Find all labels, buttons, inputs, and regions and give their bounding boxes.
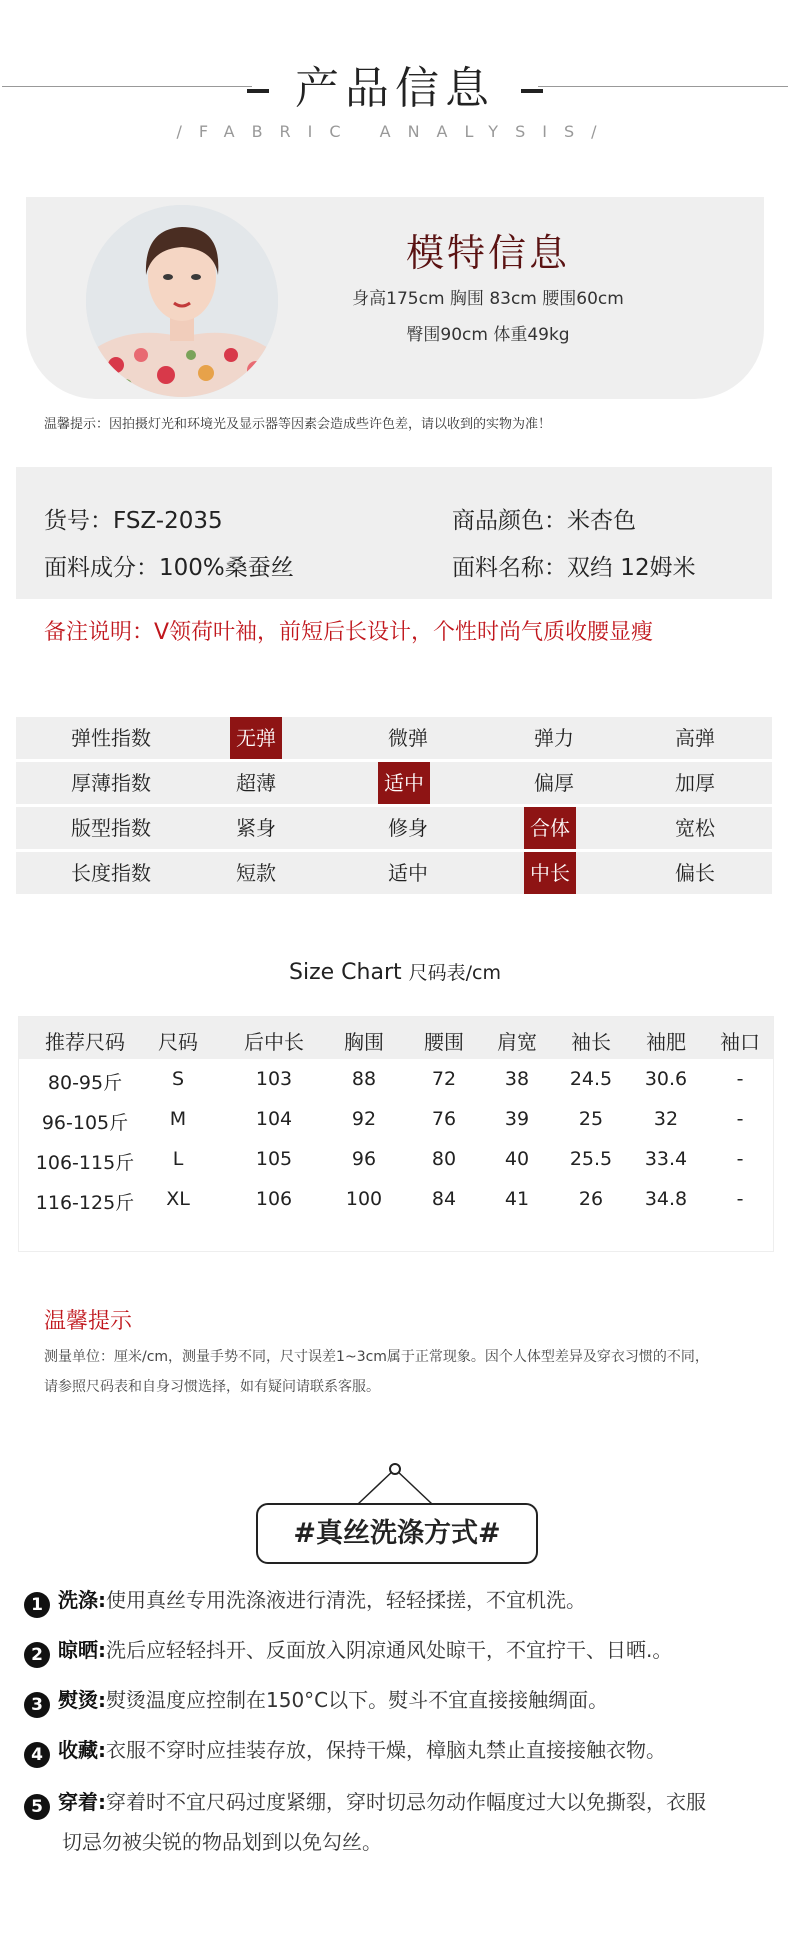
index-row-fit — [16, 807, 772, 849]
size-chart-cell: 116-125斤 — [35, 1192, 135, 1214]
page-title — [0, 52, 790, 116]
index-option: 加厚 — [675, 771, 715, 795]
product-composition: 面料成分：100%桑蚕丝 — [44, 555, 294, 581]
size-chart-cell: 39 — [504, 1108, 530, 1130]
wash-item-text: 洗后应轻轻抖开、反面放入阴凉通风处晾干，不宜拧干、日晒.。 — [106, 1638, 673, 1662]
wash-item-text: 熨烫温度应控制在150°C以下。熨斗不宜直接接触绸面。 — [106, 1688, 609, 1712]
size-chart-cell: 24.5 — [569, 1068, 613, 1090]
size-chart-header-cell: 肩宽 — [497, 1030, 537, 1054]
size-chart-cell: 41 — [504, 1188, 530, 1210]
number-badge: 4 — [24, 1742, 50, 1768]
size-chart-cell: S — [171, 1068, 185, 1090]
number-badge: 3 — [24, 1692, 50, 1718]
index-option: 无弹 — [230, 717, 282, 759]
size-chart-cell: 40 — [504, 1148, 530, 1170]
wash-item-5-continued: 切忌勿被尖锐的物品划到以免勾丝。 — [62, 1830, 382, 1854]
product-color: 商品颜色：米杏色 — [452, 508, 636, 534]
title-text: 产品信息 — [295, 63, 495, 114]
size-chart-cell: 30.6 — [644, 1068, 688, 1090]
number-badge: 5 — [24, 1794, 50, 1820]
wash-item-1 — [24, 1584, 586, 1618]
size-chart-cell: - — [736, 1148, 744, 1170]
size-chart-cell: 92 — [351, 1108, 377, 1130]
size-chart-header-cell: 尺码 — [158, 1030, 198, 1054]
model-avatar — [86, 205, 278, 397]
size-chart-cell: L — [172, 1148, 184, 1170]
index-option: 合体 — [524, 807, 576, 849]
index-row-length — [16, 852, 772, 894]
size-chart-header-cell: 推荐尺码 — [45, 1030, 125, 1054]
size-chart-title-en: Size Chart — [289, 960, 402, 985]
index-option: 微弹 — [388, 726, 428, 750]
product-note: 备注说明：V领荷叶袖，前短后长设计，个性时尚气质收腰显瘦 — [44, 620, 654, 645]
index-option: 超薄 — [236, 771, 276, 795]
index-option: 宽松 — [675, 816, 715, 840]
index-option: 高弹 — [675, 726, 715, 750]
index-option: 适中 — [388, 861, 428, 885]
number-badge: 2 — [24, 1642, 50, 1668]
index-option: 紧身 — [236, 816, 276, 840]
wash-item-text: 使用真丝专用洗涤液进行清洗，轻轻揉搓，不宜机洗。 — [106, 1588, 586, 1612]
size-chart-cell: 72 — [431, 1068, 457, 1090]
size-chart-cell: 38 — [504, 1068, 530, 1090]
size-chart-cell: 80 — [431, 1148, 457, 1170]
number-badge: 1 — [24, 1592, 50, 1618]
title-dash-left — [247, 89, 269, 93]
size-chart-cell: - — [736, 1188, 744, 1210]
wash-item-text: 穿着时不宜尺码过度紧绷，穿时切忌勿动作幅度过大以免撕裂，衣服 — [106, 1790, 706, 1814]
color-difference-tip: 温馨提示：因拍摄灯光和环境光及显示器等因素会造成些许色差，请以收到的实物为准！ — [44, 417, 552, 432]
size-chart-cell: 25.5 — [569, 1148, 613, 1170]
index-row-elasticity — [16, 717, 772, 759]
page-subtitle: /FABRIC ANALYSIS/ — [176, 122, 614, 141]
size-chart-header-cell: 袖口 — [720, 1030, 760, 1054]
wash-item-3 — [24, 1684, 608, 1718]
index-row-thickness — [16, 762, 772, 804]
index-label: 厚薄指数 — [71, 771, 151, 795]
model-info-title: 模特信息 — [405, 231, 570, 275]
size-chart-cell: XL — [166, 1188, 190, 1210]
size-chart-title-cn: 尺码表/cm — [408, 962, 501, 984]
size-chart-cell: - — [736, 1068, 744, 1090]
wash-item-key: 熨烫: — [58, 1688, 106, 1712]
size-chart-header-cell: 胸围 — [344, 1030, 384, 1054]
size-chart-cell: 76 — [431, 1108, 457, 1130]
size-chart-cell: 96 — [351, 1148, 377, 1170]
size-chart-cell: 106 — [255, 1188, 293, 1210]
index-option: 偏长 — [675, 861, 715, 885]
size-chart-cell: 96-105斤 — [41, 1112, 129, 1134]
warm-tips-title: 温馨提示 — [44, 1309, 133, 1334]
wash-method-title: #真丝洗涤方式# — [256, 1503, 538, 1564]
size-chart-cell: 32 — [653, 1108, 679, 1130]
product-fabric-name: 面料名称：双绉 12姆米 — [452, 555, 696, 581]
wash-item-key: 穿着: — [58, 1790, 106, 1814]
size-chart-cell: 105 — [255, 1148, 293, 1170]
warm-tips-line2: 请参照尺码表和自身习惯选择，如有疑问请联系客服。 — [44, 1379, 380, 1395]
size-chart-cell: 88 — [351, 1068, 377, 1090]
size-chart-cell: 106-115斤 — [35, 1152, 135, 1174]
product-sku: 货号：FSZ-2035 — [44, 508, 223, 534]
model-measurements-line1: 身高175cm 胸围 83cm 腰围60cm — [352, 289, 624, 309]
index-option: 适中 — [378, 762, 430, 804]
index-option: 短款 — [236, 861, 276, 885]
size-chart-cell: 84 — [431, 1188, 457, 1210]
size-chart-header-cell: 袖肥 — [646, 1030, 686, 1054]
size-chart-cell: 100 — [345, 1188, 383, 1210]
size-chart-cell: 103 — [255, 1068, 293, 1090]
size-chart-header-cell: 腰围 — [424, 1030, 464, 1054]
model-measurements-line2: 臀围90cm 体重49kg — [406, 325, 570, 345]
model-portrait-illustration — [86, 205, 278, 397]
hanger-dot — [389, 1463, 401, 1475]
index-label: 版型指数 — [71, 816, 151, 840]
size-chart-title — [0, 958, 790, 985]
index-option: 弹力 — [534, 726, 574, 750]
size-chart-cell: 80-95斤 — [47, 1072, 123, 1094]
size-chart-cell: 25 — [578, 1108, 604, 1130]
wash-item-key: 洗涤: — [58, 1588, 106, 1612]
wash-item-key: 晾晒: — [58, 1638, 106, 1662]
size-chart-cell: 26 — [578, 1188, 604, 1210]
index-option: 中长 — [524, 852, 576, 894]
wash-item-2 — [24, 1634, 672, 1668]
size-chart-cell: 34.8 — [644, 1188, 688, 1210]
size-chart-header-cell: 后中长 — [244, 1030, 304, 1054]
size-chart-cell: M — [169, 1108, 187, 1130]
wash-item-key: 收藏: — [58, 1738, 106, 1762]
wash-item-5 — [24, 1786, 706, 1820]
size-chart-cell: 104 — [255, 1108, 293, 1130]
index-option: 修身 — [388, 816, 428, 840]
wash-item-4 — [24, 1734, 666, 1768]
warm-tips-line1: 测量单位：厘米/cm，测量手势不同，尺寸误差1~3cm属于正常现象。因个人体型差异及穿衣习惯的不同， — [44, 1349, 709, 1365]
size-chart-cell: 33.4 — [644, 1148, 688, 1170]
title-dash-right — [521, 89, 543, 93]
wash-item-text: 衣服不穿时应挂装存放，保持干燥，樟脑丸禁止直接接触衣物。 — [106, 1738, 666, 1762]
size-chart-cell: - — [736, 1108, 744, 1130]
size-chart-header-cell: 袖长 — [571, 1030, 611, 1054]
index-label: 长度指数 — [71, 861, 151, 885]
index-option: 偏厚 — [534, 771, 574, 795]
index-label: 弹性指数 — [71, 726, 151, 750]
